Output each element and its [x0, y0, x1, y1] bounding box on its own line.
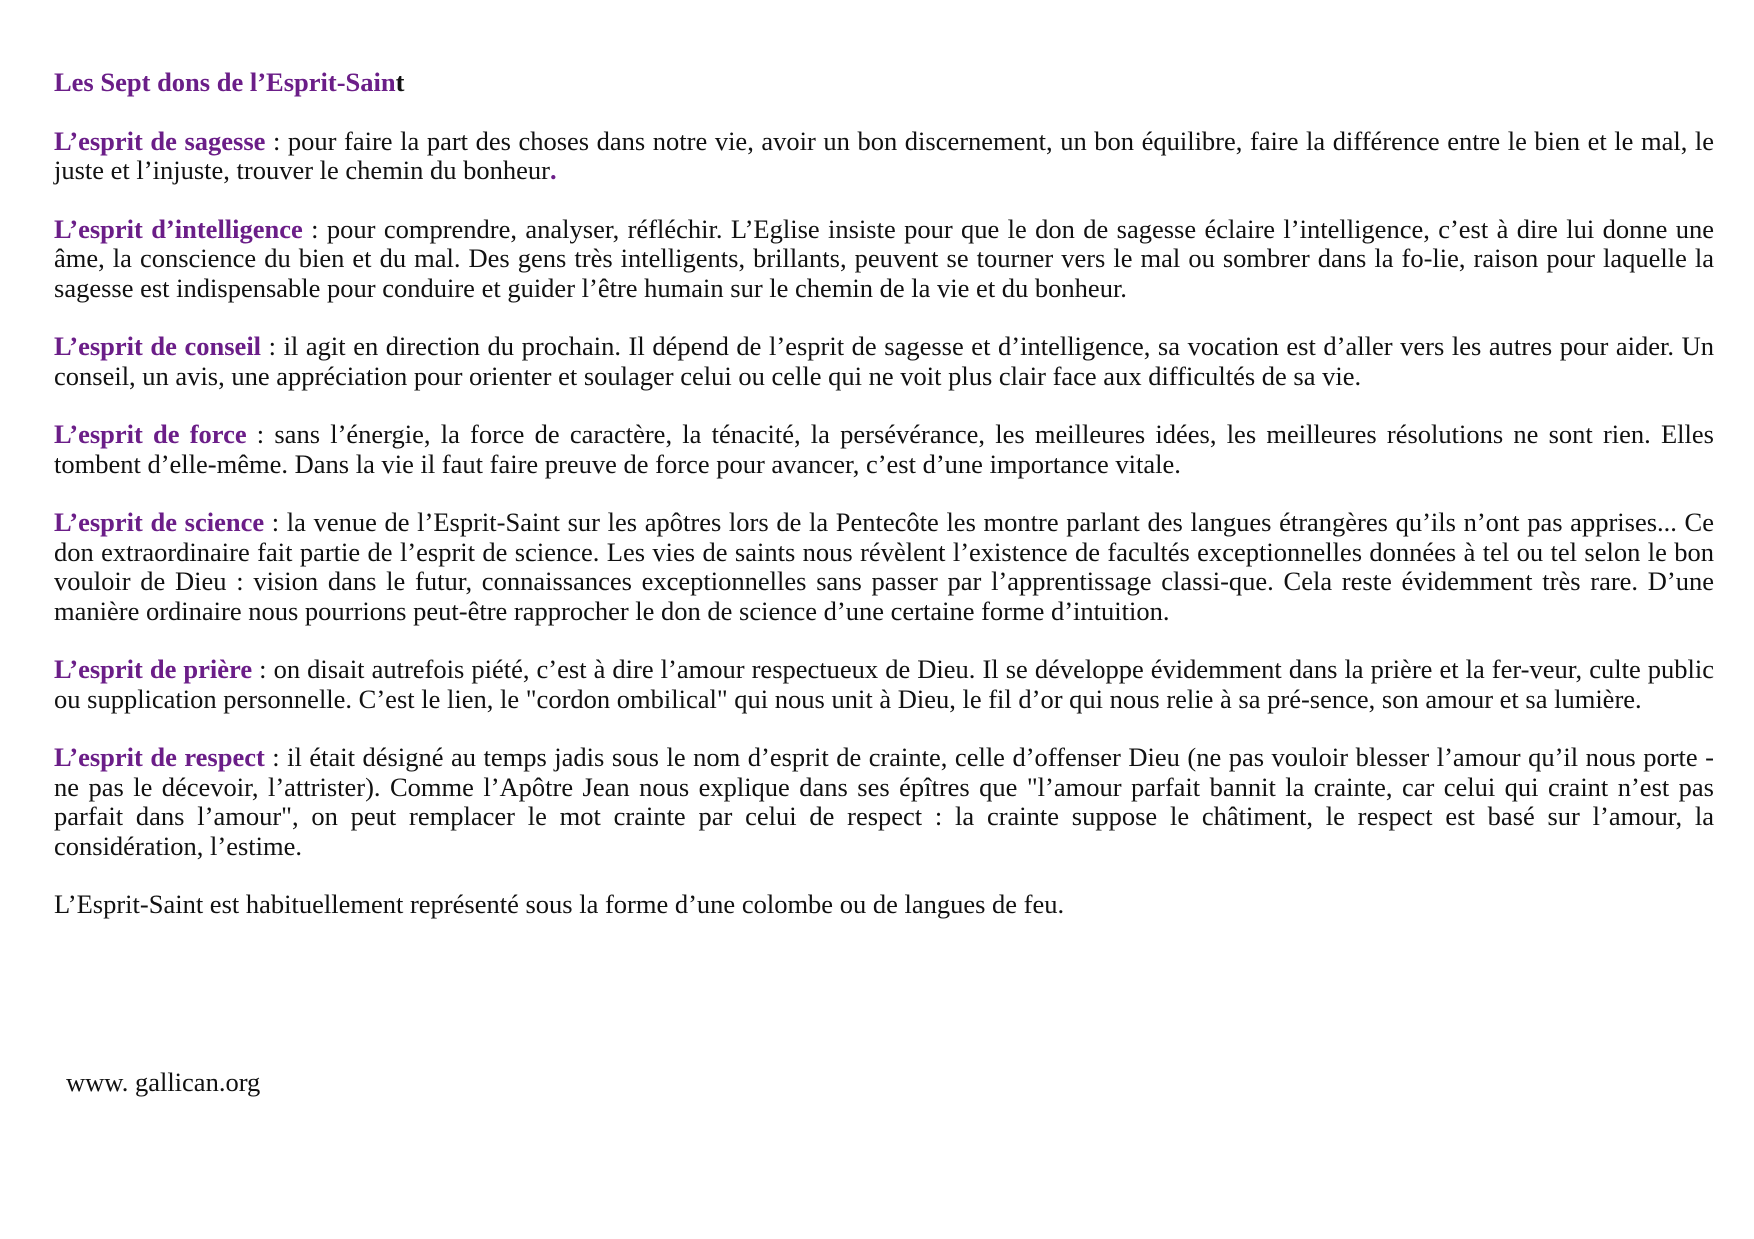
gift-text: : sans l’énergie, la force de caractère, la ténacité, la persévérance, les meilleures idées, les meilleures résolutions ne sont rien. Elles tombent d’elle-même. Dans la vie il faut faire preuve de force pour avancer, c’est d’une importance vitale.	[54, 419, 1714, 479]
gift-text: : il était désigné au temps jadis sous le nom d’esprit de crainte, celle d’offenser Dieu (ne pas vouloir blesser l’amour qu’il nous porte - ne pas le décevoir, l’attrister). Comme l’Apôtre Jean nous explique dans ses épîtres que "l’amour parfait bannit la crainte, car celui qui craint n’est pas parfait dans l’amour", on peut remplacer le mot crainte par celui de respect : la crainte suppose le châtiment, le respect est basé sur l’amour, la considération, l’estime.	[54, 742, 1715, 861]
document-title-main: Les Sept dons de l’Esprit-Sain	[54, 67, 396, 97]
gift-name: L’esprit de force	[54, 419, 247, 449]
gift-end-dot: .	[550, 155, 557, 185]
gift-paragraph-sagesse	[54, 127, 1714, 186]
gift-text: : pour faire la part des choses dans notre vie, avoir un bon discernement, un bon équilibre, faire la différence entre le bien et le mal, le juste et l’injuste, trouver le chemin du bonheur	[54, 125, 1715, 185]
gift-text: : pour comprendre, analyser, réfléchir. L’Eglise insiste pour que le don de sagesse éclaire l’intelligence, c’est à dire lui donne une âme, la conscience du bien et du mal. Des gens très intelligents, brillants, peuvent se tourner vers le mal ou sombrer dans la fo-lie, raison pour laquelle la sagesse est indispensable pour conduire et guider l’être humain sur le chemin de la vie et du bonheur.	[54, 213, 1714, 303]
gift-paragraph-priere	[54, 655, 1714, 714]
gift-name: L’esprit d’intelligence	[54, 213, 303, 244]
gift-name: L’esprit de respect	[54, 742, 265, 772]
footer-website: www. gallican.org	[66, 1067, 261, 1097]
gift-text: : la venue de l’Esprit-Saint sur les apôtres lors de la Pentecôte les montre parlant des langues étrangères qu’ils n’ont pas apprises... Ce don extraordinaire fait partie de l’esprit de science. Les vies de saints nous révèlent l’existence de facultés exceptionnelles données à tel ou tel selon le bon vouloir de Dieu : vision dans le futur, connaissances exceptionnelles sans passer par l’apprentissage classi-que. Cela reste évidemment très rare. D’une manière ordinaire nous pourrions peut-être rapprocher le don de science d’une certaine forme d’intuition.	[54, 507, 1714, 626]
gift-name: L’esprit de science	[54, 507, 265, 537]
gift-name: L’esprit de sagesse	[54, 125, 266, 156]
document-body	[54, 68, 1714, 920]
gift-paragraph-conseil	[54, 332, 1714, 391]
gift-text: : on disait autrefois piété, c’est à dire l’amour respectueux de Dieu. Il se développe évidemment dans la prière et la fer-veur, culte public ou supplication personnelle. C’est le lien, le "cordon ombilical" qui nous unit à Dieu, le fil d’or qui nous relie à sa pré-sence, son amour et sa lumière.	[54, 654, 1715, 714]
gift-text: : il agit en direction du prochain. Il dépend de l’esprit de sagesse et d’intelligence, sa vocation est d’aller vers les autres pour aider. Un conseil, un avis, une appréciation pour orienter et soulager celui ou celle qui ne voit plus clair face aux difficultés de sa vie.	[54, 331, 1714, 391]
gift-paragraph-science	[54, 508, 1714, 626]
gift-paragraph-intelligence	[54, 215, 1714, 304]
gift-paragraph-force	[54, 420, 1714, 479]
gift-name: L’esprit de prière	[54, 654, 253, 684]
gift-paragraph-respect	[54, 743, 1714, 861]
document-title	[54, 68, 1714, 98]
document-title-last-letter: t	[395, 67, 405, 97]
gift-name: L’esprit de conseil	[54, 331, 262, 361]
closing-paragraph: L’Esprit-Saint est habituellement représenté sous la forme d’une colombe ou de langues de feu.	[54, 889, 1065, 919]
